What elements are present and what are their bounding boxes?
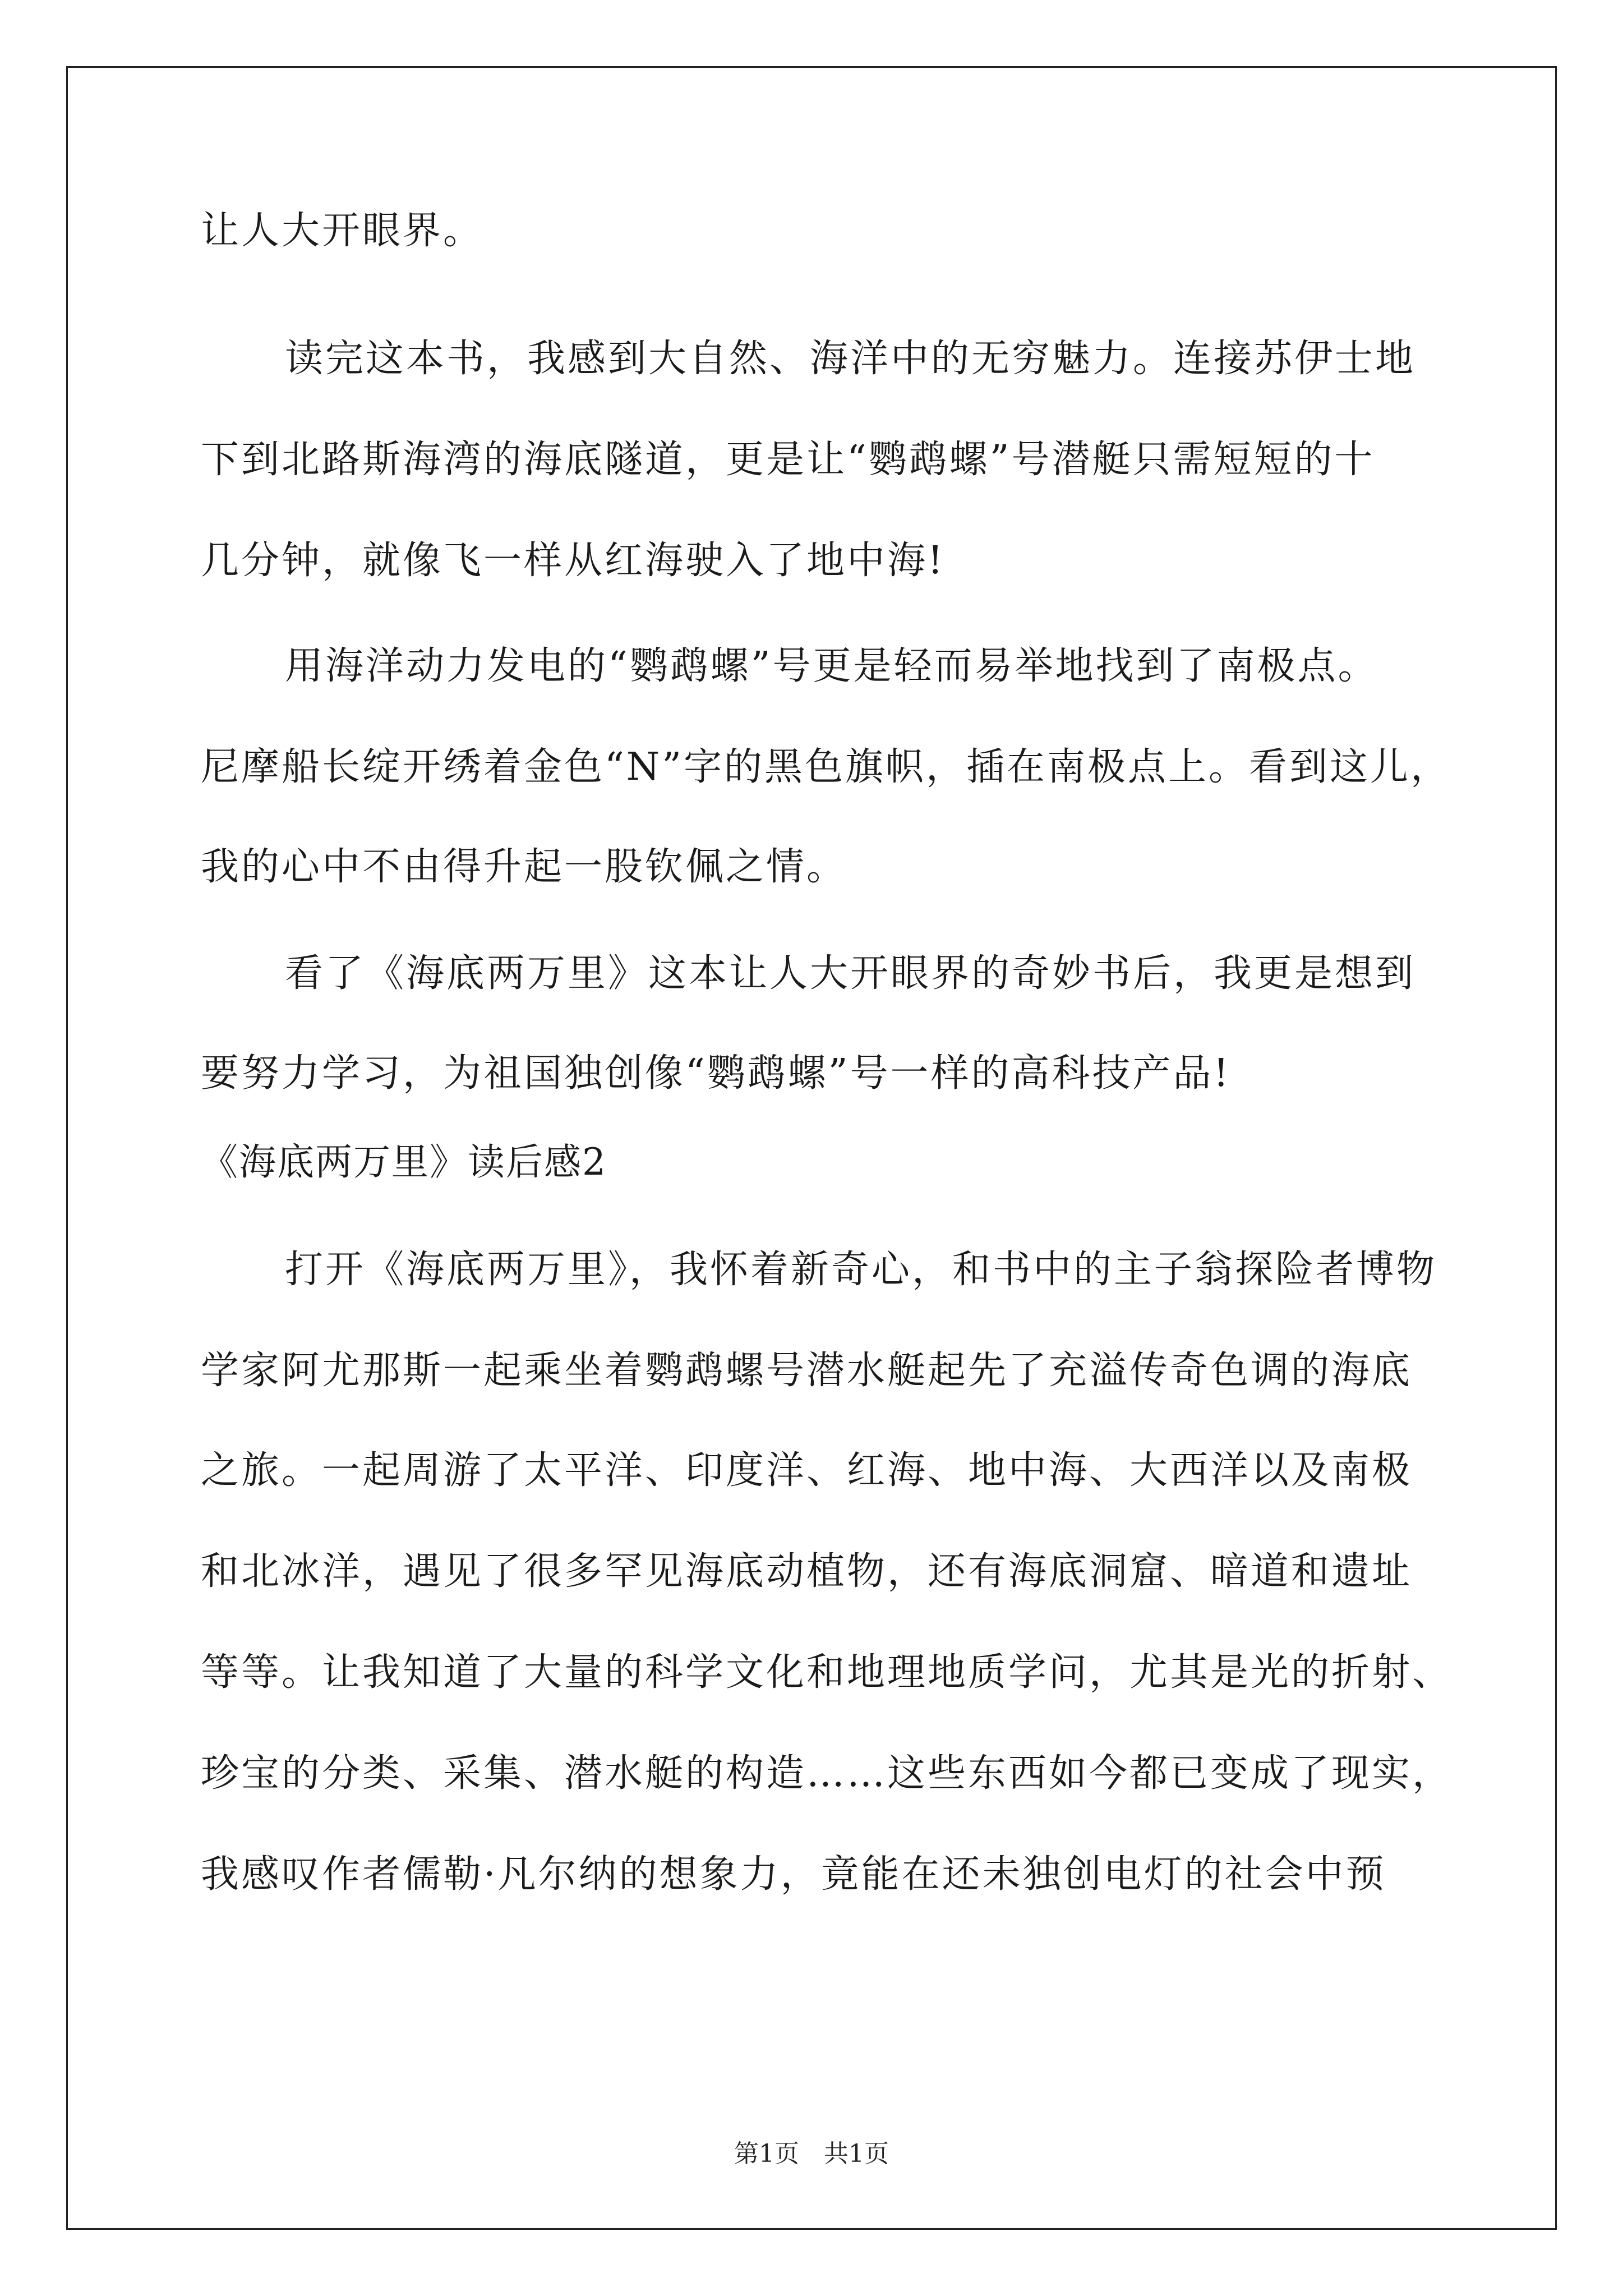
paragraph-line: 和北冰洋，遇见了很多罕见海底动植物，还有海底洞窟、暗道和遗址 bbox=[201, 1549, 1413, 1594]
paragraph-line: 读完这本书，我感到大自然、海洋中的无穷魅力。连接苏伊士地 bbox=[285, 337, 1416, 381]
page-number-footer: 第1页 共1页 bbox=[734, 2139, 889, 2168]
paragraph-line: 我的心中不由得升起一股钦佩之情。 bbox=[201, 845, 847, 889]
paragraph-line: 等等。让我知道了大量的科学文化和地理地质学问，尤其是光的折射、 bbox=[201, 1650, 1453, 1695]
paragraph-line: 用海洋动力发电的“鹦鹉螺”号更是轻而易举地找到了南极点。 bbox=[285, 644, 1378, 688]
paragraph-line: 我感叹作者儒勒·凡尔纳的想象力，竟能在还未独创电灯的社会中预 bbox=[201, 1852, 1386, 1897]
paragraph-line: 要努力学习，为祖国独创像“鹦鹉螺”号一样的高科技产品! bbox=[201, 1051, 1231, 1096]
paragraph-line: 下到北路斯海湾的海底隧道，更是让“鹦鹉螺”号潜艇只需短短的十 bbox=[201, 438, 1375, 482]
paragraph-line: 看了《海底两万里》这本让人大开眼界的奇妙书后，我更是想到 bbox=[285, 951, 1416, 996]
paragraph-line: 尼摩船长绽开绣着金色“N”字的黑色旗帜，插在南极点上。看到这儿， bbox=[201, 745, 1451, 789]
section-title: 《海底两万里》读后感2 bbox=[201, 1140, 607, 1184]
paragraph-line: 学家阿尤那斯一起乘坐着鹦鹉螺号潜水艇起先了充溢传奇色调的海底 bbox=[201, 1349, 1413, 1393]
paragraph-line: 让人大开眼界。 bbox=[201, 209, 484, 253]
paragraph-line: 打开《海底两万里》，我怀着新奇心，和书中的主子翁探险者博物 bbox=[285, 1248, 1437, 1292]
paragraph-line: 之旅。一起周游了太平洋、印度洋、红海、地中海、大西洋以及南极 bbox=[201, 1448, 1413, 1493]
paragraph-line: 几分钟，就像飞一样从红海驶入了地中海! bbox=[201, 539, 946, 583]
paragraph-line: 珍宝的分类、采集、潜水艇的构造……这些东西如今都已变成了现实， bbox=[201, 1751, 1453, 1796]
